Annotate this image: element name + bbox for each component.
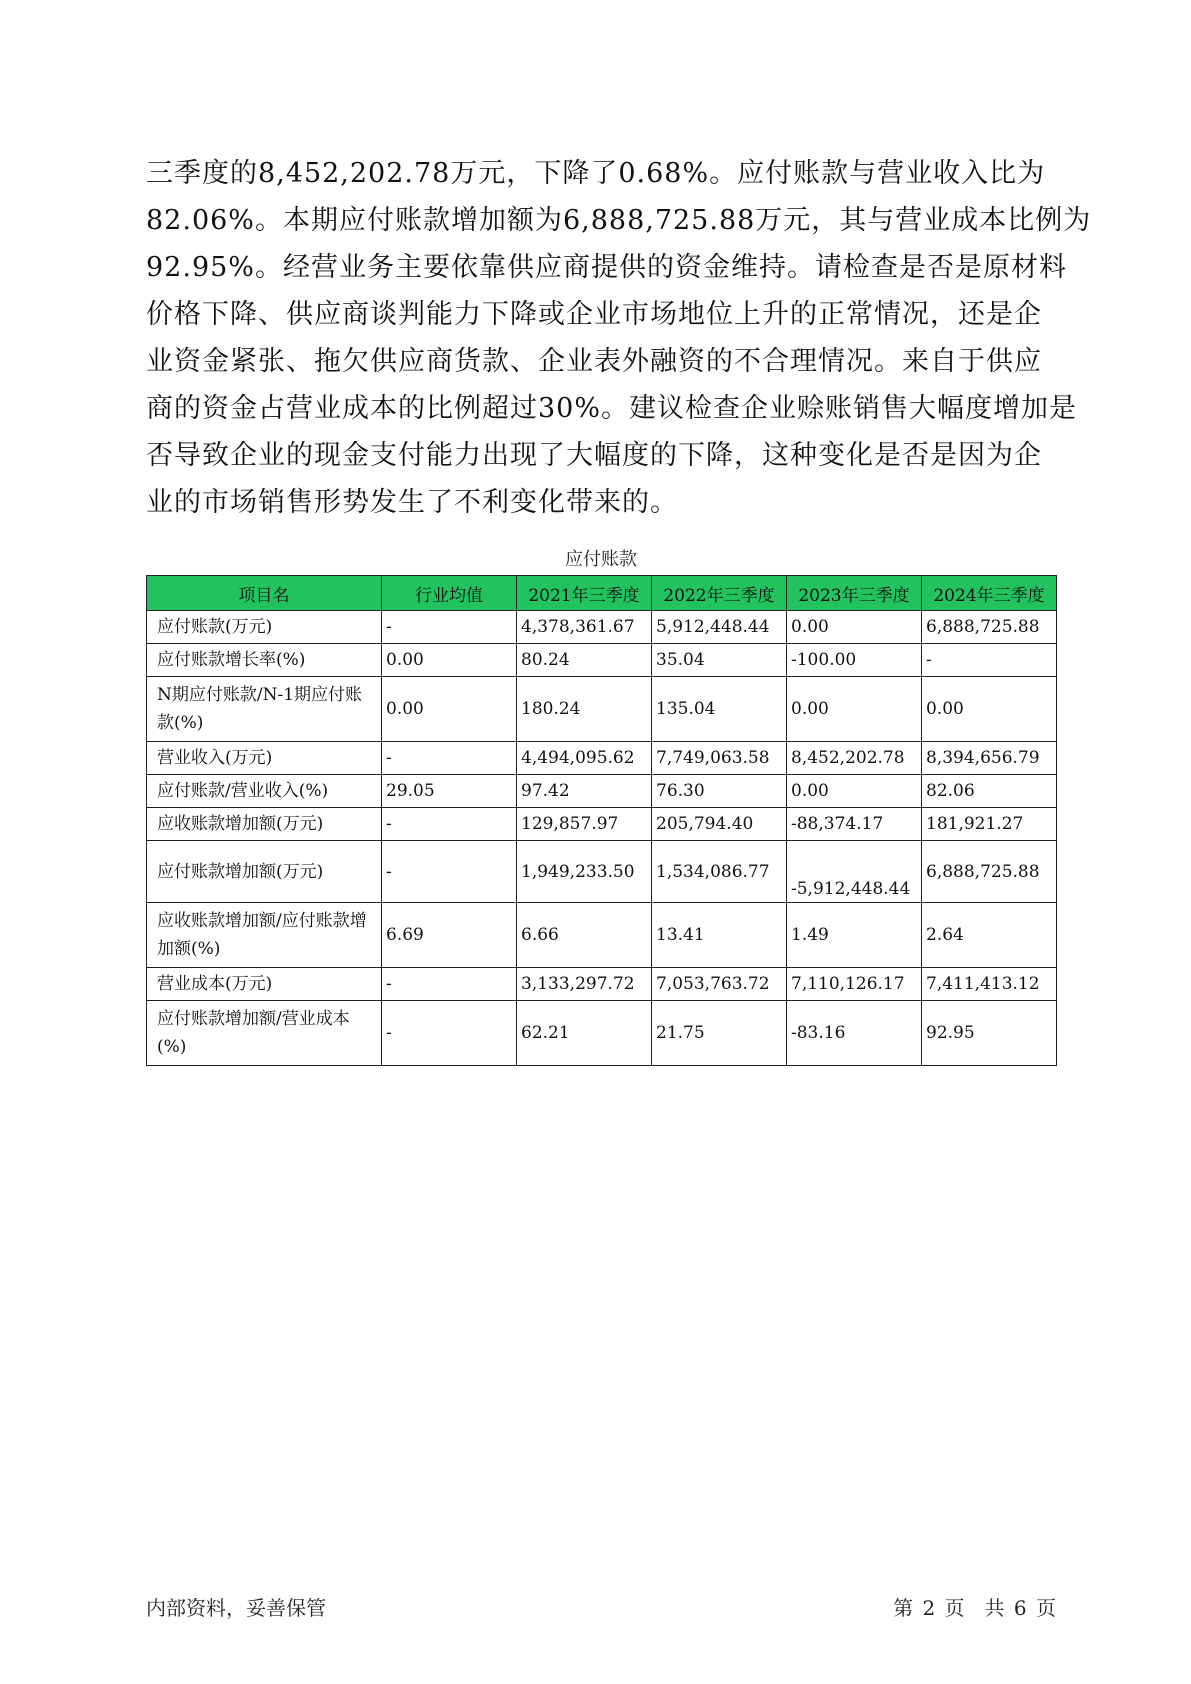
table-cell: 1,534,086.77 [652,841,787,903]
header-2024-q3: 2024年三季度 [922,576,1057,611]
table-cell: 2.64 [922,903,1057,968]
payables-table [146,575,1057,1066]
table-cell: 205,794.40 [652,808,787,841]
table-cell: 13.41 [652,903,787,968]
row-label: 应付账款(万元) [147,611,382,644]
table-row [147,968,1057,1001]
table-cell: 135.04 [652,677,787,742]
table-row [147,677,1057,742]
row-label: 应收账款增加额(万元) [147,808,382,841]
table-cell: 7,110,126.17 [787,968,922,1001]
table-cell: 0.00 [787,677,922,742]
table-cell: - [382,611,517,644]
table-cell: - [382,808,517,841]
footer-confidential-note: 内部资料，妥善保管 [146,1596,326,1620]
row-label: 营业收入(万元) [147,742,382,775]
table-cell: 7,053,763.72 [652,968,787,1001]
body-line: 三季度的8,452,202.78万元，下降了0.68%。应付账款与营业收入比为 [146,158,1046,189]
table-row [147,808,1057,841]
footer-page-number: 第 2 页 共 6 页 [893,1596,1056,1620]
table-cell: 82.06 [922,775,1057,808]
body-line: 商的资金占营业成本的比例超过30%。建议检查企业赊账销售大幅度增加是 [146,393,1078,424]
table-cell: 6,888,725.88 [922,841,1057,903]
table-cell: 3,133,297.72 [517,968,652,1001]
table-cell: 62.21 [517,1001,652,1066]
header-item-name: 项目名 [147,576,382,611]
table-cell: -100.00 [787,644,922,677]
row-label: 应付账款/营业收入(%) [147,775,382,808]
table-cell: 80.24 [517,644,652,677]
table-cell: 6.66 [517,903,652,968]
table-cell: 180.24 [517,677,652,742]
table-cell: - [382,742,517,775]
table-row [147,1001,1057,1066]
table-row [147,903,1057,968]
table-cell: 35.04 [652,644,787,677]
table-cell: 92.95 [922,1001,1057,1066]
header-2022-q3: 2022年三季度 [652,576,787,611]
table-row [147,742,1057,775]
table-cell: 0.00 [382,644,517,677]
body-line: 业的市场销售形势发生了不利变化带来的。 [146,487,678,518]
header-2023-q3: 2023年三季度 [787,576,922,611]
table-cell: - [922,644,1057,677]
table-cell: -88,374.17 [787,808,922,841]
table-cell: 8,394,656.79 [922,742,1057,775]
table-cell: 76.30 [652,775,787,808]
table-cell: - [382,1001,517,1066]
table-caption: 应付账款 [565,549,637,570]
table-cell: 29.05 [382,775,517,808]
table-cell: 4,378,361.67 [517,611,652,644]
body-line: 价格下降、供应商谈判能力下降或企业市场地位上升的正常情况，还是企 [146,299,1042,330]
table-cell: 1.49 [787,903,922,968]
body-paragraph [146,150,1092,526]
body-line: 业资金紧张、拖欠供应商货款、企业表外融资的不合理情况。来自于供应 [146,346,1042,377]
table-cell: - [382,968,517,1001]
table-row [147,644,1057,677]
table-cell: 0.00 [787,611,922,644]
table-cell: 7,411,413.12 [922,968,1057,1001]
body-line: 92.95%。经营业务主要依靠供应商提供的资金维持。请检查是否是原材料 [146,252,1067,283]
table-cell: 1,949,233.50 [517,841,652,903]
table-cell: 8,452,202.78 [787,742,922,775]
table-cell: 0.00 [382,677,517,742]
table-cell: 4,494,095.62 [517,742,652,775]
row-label: 应付账款增长率(%) [147,644,382,677]
table-cell: 129,857.97 [517,808,652,841]
table-cell: 5,912,448.44 [652,611,787,644]
table-row [147,775,1057,808]
table-cell: -5,912,448.44 [787,841,922,903]
row-label: 应付账款增加额(万元) [147,841,382,903]
table-row [147,841,1057,903]
table-cell: 0.00 [922,677,1057,742]
header-industry-average: 行业均值 [382,576,517,611]
table-header-row [147,576,1057,611]
table-cell: -83.16 [787,1001,922,1066]
row-label: N期应付账款/N-1期应付账款(%) [147,677,382,742]
table-cell: 21.75 [652,1001,787,1066]
row-label: 应收账款增加额/应付账款增加额(%) [147,903,382,968]
table-row [147,611,1057,644]
table-cell: 6.69 [382,903,517,968]
body-line: 82.06%。本期应付账款增加额为6,888,725.88万元，其与营业成本比例为 [146,205,1092,236]
row-label: 应付账款增加额/营业成本(%) [147,1001,382,1066]
table-cell: 97.42 [517,775,652,808]
table-cell: 6,888,725.88 [922,611,1057,644]
table-cell: 0.00 [787,775,922,808]
table-cell: 7,749,063.58 [652,742,787,775]
header-2021-q3: 2021年三季度 [517,576,652,611]
row-label: 营业成本(万元) [147,968,382,1001]
table-cell: - [382,841,517,903]
table-cell: 181,921.27 [922,808,1057,841]
body-line: 否导致企业的现金支付能力出现了大幅度的下降，这种变化是否是因为企 [146,440,1042,471]
